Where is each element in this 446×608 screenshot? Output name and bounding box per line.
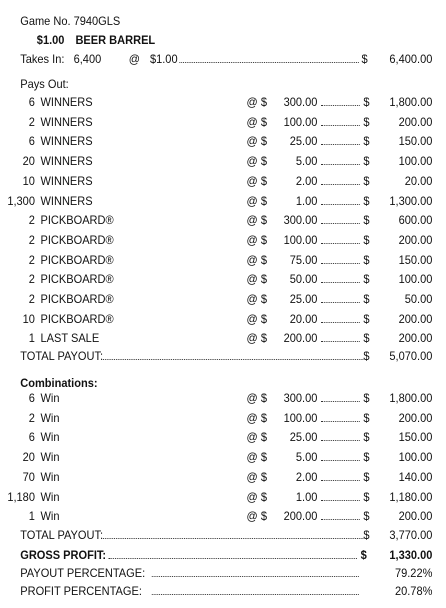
- combination-at: @ $: [246, 489, 267, 504]
- combination-label: Win: [40, 410, 60, 425]
- pays-out-leader: [321, 340, 360, 342]
- game-name: BEER BARREL: [75, 33, 156, 47]
- pays-out-dollar: $: [363, 213, 370, 228]
- combination-total: 1,800.00: [389, 391, 433, 405]
- pays-out-at: @ $: [246, 252, 267, 267]
- pays-out-dollar: $: [363, 134, 370, 149]
- pays-out-total: 200.00: [398, 232, 433, 247]
- pays-out-at: @ $: [246, 272, 267, 287]
- combination-label: Win: [40, 509, 60, 524]
- pays-out-label: WINNERS: [40, 173, 93, 188]
- pays-out-at: @ $: [246, 331, 267, 346]
- pays-out-label: PICKBOARD®: [40, 311, 114, 326]
- pays-out-leader: [321, 203, 360, 205]
- combination-amount: 5.00: [295, 450, 318, 465]
- payout-percentage-label: PAYOUT PERCENTAGE:: [20, 566, 146, 580]
- pays-out-title: Pays Out:: [20, 77, 69, 91]
- combination-amount: 100.00: [283, 410, 318, 425]
- combination-qty: 1: [28, 509, 35, 524]
- combination-total: 1,180.00: [389, 489, 433, 504]
- combination-label: Win: [40, 469, 60, 484]
- takes-in-at: @: [128, 52, 141, 66]
- pays-out-amount: 75.00: [289, 252, 318, 267]
- combination-dollar: $: [363, 391, 370, 405]
- pays-out-label: PICKBOARD®: [40, 272, 114, 287]
- combination-label: Win: [40, 430, 60, 445]
- combination-qty: 20: [22, 450, 35, 465]
- combination-leader: [321, 420, 360, 422]
- pays-out-dollar: $: [363, 232, 370, 247]
- combination-total: 150.00: [398, 430, 433, 445]
- combination-at: @ $: [246, 410, 267, 425]
- combination-qty: 1,180: [7, 489, 35, 504]
- combination-leader: [321, 499, 360, 501]
- takes-in-label: Takes In:: [20, 52, 65, 66]
- pays-out-dollar: $: [363, 114, 370, 129]
- pays-out-leader: [321, 183, 360, 185]
- pays-out-at: @ $: [246, 114, 267, 129]
- pays-out-total: 100.00: [398, 272, 433, 287]
- pays-out-dollar: $: [363, 252, 370, 267]
- combinations-total-dollar: $: [363, 528, 370, 542]
- pays-out-at: @ $: [246, 173, 267, 188]
- combination-at: @ $: [246, 469, 267, 484]
- combination-leader: [321, 518, 360, 520]
- pays-out-qty: 1,300: [7, 193, 35, 208]
- pays-out-total: 1,800.00: [389, 95, 433, 109]
- gross-profit-dollar: $: [360, 548, 367, 562]
- takes-in-count: 6,400: [73, 52, 102, 66]
- pays-out-leader: [321, 143, 360, 145]
- profit-percentage-leader: [152, 593, 359, 595]
- pays-out-qty: 2: [28, 272, 35, 287]
- pays-out-label: PICKBOARD®: [40, 213, 114, 228]
- pays-out-total: 50.00: [404, 292, 433, 306]
- combination-dollar: $: [363, 489, 370, 504]
- pays-out-amount: 100.00: [283, 232, 318, 247]
- pays-out-amount: 50.00: [289, 272, 318, 287]
- pays-out-total: 5,070.00: [389, 349, 433, 363]
- pays-out-leader: [321, 104, 360, 106]
- pays-out-total: 200.00: [398, 114, 433, 129]
- combination-at: @ $: [246, 509, 267, 524]
- pays-out-label: WINNERS: [40, 95, 93, 109]
- pays-out-qty: 10: [22, 173, 35, 188]
- combination-amount: 200.00: [283, 509, 318, 524]
- combination-at: @ $: [246, 391, 267, 405]
- combination-at: @ $: [246, 430, 267, 445]
- game-no-label: Game No.: [20, 14, 71, 28]
- pays-out-qty: 6: [28, 134, 35, 149]
- pays-out-dollar: $: [363, 193, 370, 208]
- game-no: 7940GLS: [73, 14, 121, 28]
- pays-out-leader: [321, 222, 360, 224]
- takes-in-price: $1.00: [149, 52, 178, 66]
- pays-out-label: LAST SALE: [40, 331, 100, 346]
- pays-out-total: 150.00: [398, 134, 433, 149]
- pays-out-amount: 5.00: [295, 154, 318, 169]
- combinations-total-leader: [101, 537, 363, 539]
- pays-out-dollar: $: [363, 292, 370, 306]
- pays-out-amount: 25.00: [289, 134, 318, 149]
- pays-out-leader: [321, 124, 360, 126]
- pays-out-amount: 1.00: [295, 193, 318, 208]
- combination-dollar: $: [363, 450, 370, 465]
- combination-dollar: $: [363, 509, 370, 524]
- takes-in-leader: [179, 61, 358, 63]
- combination-amount: 300.00: [283, 391, 318, 405]
- pays-out-qty: 2: [28, 252, 35, 267]
- combination-total: 200.00: [398, 509, 433, 524]
- pays-out-total: 1,300.00: [389, 193, 433, 208]
- pays-out-qty: 2: [28, 114, 35, 129]
- pays-out-label: WINNERS: [40, 154, 93, 169]
- pays-out-at: @ $: [246, 134, 267, 149]
- takes-in-total: 6,400.00: [389, 52, 433, 66]
- pays-out-total: 100.00: [398, 154, 433, 169]
- pays-out-total-label: TOTAL PAYOUT:: [20, 349, 104, 363]
- combination-leader: [321, 400, 360, 402]
- pays-out-label: WINNERS: [40, 134, 93, 149]
- pays-out-label: PICKBOARD®: [40, 292, 114, 306]
- pays-out-leader: [321, 321, 360, 323]
- pays-out-qty: 10: [22, 311, 35, 326]
- pays-out-label: PICKBOARD®: [40, 232, 114, 247]
- combination-dollar: $: [363, 410, 370, 425]
- pays-out-at: @ $: [246, 232, 267, 247]
- pays-out-total: 150.00: [398, 252, 433, 267]
- combination-leader: [321, 439, 360, 441]
- combinations-total: 3,770.00: [389, 528, 433, 542]
- pays-out-leader: [321, 163, 360, 165]
- combination-qty: 2: [28, 410, 35, 425]
- combination-amount: 1.00: [295, 489, 318, 504]
- pays-out-amount: 25.00: [289, 292, 318, 306]
- combination-label: Win: [40, 489, 60, 504]
- pays-out-total: 20.00: [404, 173, 433, 188]
- pays-out-at: @ $: [246, 95, 267, 109]
- combination-label: Win: [40, 391, 60, 405]
- combination-label: Win: [40, 450, 60, 465]
- pays-out-total: 200.00: [398, 311, 433, 326]
- combination-leader: [321, 459, 360, 461]
- combination-amount: 2.00: [295, 469, 318, 484]
- combination-qty: 6: [28, 391, 35, 405]
- pays-out-label: PICKBOARD®: [40, 252, 114, 267]
- pays-out-leader: [321, 301, 360, 303]
- payout-percentage-value: 79.22%: [394, 566, 433, 580]
- pays-out-dollar: $: [363, 95, 370, 109]
- pays-out-leader: [321, 262, 360, 264]
- combinations-title: Combinations:: [20, 376, 98, 390]
- pays-out-qty: 2: [28, 292, 35, 306]
- pays-out-dollar: $: [363, 173, 370, 188]
- combination-amount: 25.00: [289, 430, 318, 445]
- pays-out-at: @ $: [246, 213, 267, 228]
- pays-out-total: 600.00: [398, 213, 433, 228]
- takes-in-dollar: $: [361, 52, 368, 66]
- pays-out-leader: [321, 281, 360, 283]
- profit-percentage-label: PROFIT PERCENTAGE:: [20, 584, 142, 598]
- pays-out-at: @ $: [246, 154, 267, 169]
- combination-qty: 6: [28, 430, 35, 445]
- pays-out-amount: 300.00: [283, 95, 318, 109]
- pays-out-amount: 100.00: [283, 114, 318, 129]
- pays-out-label: WINNERS: [40, 193, 93, 208]
- pays-out-label: WINNERS: [40, 114, 93, 129]
- game-price: $1.00: [36, 33, 65, 47]
- pays-out-total-leader: [101, 358, 363, 360]
- pays-out-qty: 2: [28, 213, 35, 228]
- pays-out-at: @ $: [246, 311, 267, 326]
- pays-out-qty: 20: [22, 154, 35, 169]
- pays-out-total: 200.00: [398, 331, 433, 346]
- combination-total: 100.00: [398, 450, 433, 465]
- payout-percentage-leader: [152, 575, 359, 577]
- combination-dollar: $: [363, 430, 370, 445]
- combination-dollar: $: [363, 469, 370, 484]
- gross-profit-leader: [109, 557, 357, 559]
- pays-out-amount: 300.00: [283, 213, 318, 228]
- pays-out-amount: 2.00: [295, 173, 318, 188]
- gross-profit-label: GROSS PROFIT:: [20, 548, 107, 562]
- pays-out-amount: 20.00: [289, 311, 318, 326]
- pays-out-amount: 200.00: [283, 331, 318, 346]
- combinations-total-label: TOTAL PAYOUT:: [20, 528, 104, 542]
- gross-profit-value: 1,330.00: [389, 548, 433, 562]
- pays-out-leader: [321, 242, 360, 244]
- combination-total: 140.00: [398, 469, 433, 484]
- combination-qty: 70: [22, 469, 35, 484]
- pays-out-dollar: $: [363, 331, 370, 346]
- pays-out-at: @ $: [246, 193, 267, 208]
- combination-at: @ $: [246, 450, 267, 465]
- pays-out-dollar: $: [363, 154, 370, 169]
- pays-out-dollar: $: [363, 311, 370, 326]
- pays-out-dollar: $: [363, 272, 370, 287]
- pays-out-total-dollar: $: [363, 349, 370, 363]
- pays-out-qty: 1: [28, 331, 35, 346]
- combination-total: 200.00: [398, 410, 433, 425]
- pays-out-qty: 2: [28, 232, 35, 247]
- profit-percentage-value: 20.78%: [394, 584, 433, 598]
- pays-out-at: @ $: [246, 292, 267, 306]
- pays-out-qty: 6: [28, 95, 35, 109]
- combination-leader: [321, 479, 360, 481]
